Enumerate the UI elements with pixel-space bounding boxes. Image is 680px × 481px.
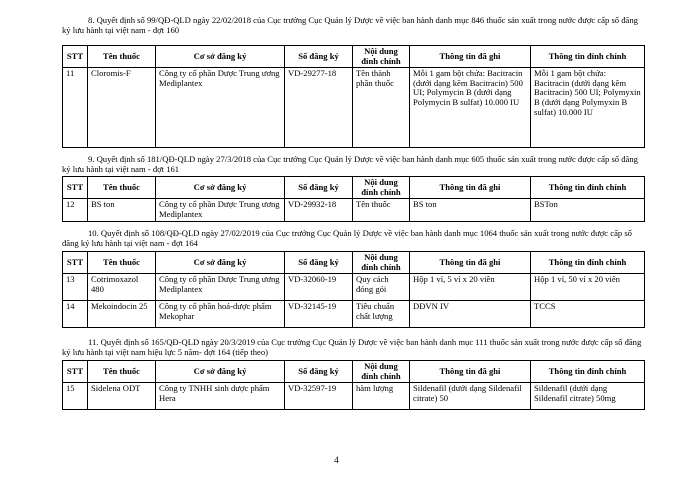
section-9-table [62,176,645,222]
header-ten-thuoc: Tên thuốc [88,361,156,383]
header-da-ghi: Thông tin đã ghi [410,177,531,199]
header-noi-dung: Nội dung đính chính [353,46,410,68]
header-so-dk: Số đăng ký [285,252,353,274]
cell-noi-dung: Tiêu chuẩn chất lượng [353,301,410,328]
cell-ten-thuoc: Cloromis-F [88,68,156,148]
header-noi-dung: Nội dung đính chính [353,177,410,199]
table-row [63,274,645,301]
header-stt: STT [63,361,88,383]
table-row [63,301,645,328]
table-header-row [63,252,645,274]
section-10-table [62,251,645,328]
header-da-ghi: Thông tin đã ghi [410,46,531,68]
cell-ten-thuoc: Cotrimoxazol 480 [88,274,156,301]
header-so-dk: Số đăng ký [285,46,353,68]
cell-ten-thuoc: Sidelena ODT [88,383,156,410]
header-noi-dung: Nội dung đính chính [353,252,410,274]
section-11-heading: 11. Quyết định số 165/QĐ-QLD ngày 20/3/2019 của Cục trưởng Cục Quản lý Dược về việc ban hành danh mục 111 thuốc sản xuất trong nước được cấp số đăng ký lưu hành tại việt nam hiệu lực 5 năm- đợt 164 (tiếp theo) [62,337,642,357]
cell-da-ghi: Hộp 1 vỉ, 5 vỉ x 20 viên [410,274,531,301]
header-dinh-chinh: Thông tin đính chính [531,177,645,199]
cell-dinh-chinh: BSTon [531,199,645,222]
header-co-so: Cơ sở đăng ký [156,177,285,199]
cell-dinh-chinh: TCCS [531,301,645,328]
cell-da-ghi: Mỗi 1 gam bột chứa: Bacitracin (dưới dạng kẽm Bacitracin) 500 UI; Polymycin B (dưới dạng Polymycin B sulfat) 10.000 IU [410,68,531,148]
cell-stt: 15 [63,383,88,410]
header-dinh-chinh: Thông tin đính chính [531,361,645,383]
header-so-dk: Số đăng ký [285,177,353,199]
header-stt: STT [63,252,88,274]
cell-da-ghi: DĐVN IV [410,301,531,328]
cell-noi-dung: hàm lượng [353,383,410,410]
header-co-so: Cơ sở đăng ký [156,361,285,383]
cell-dinh-chinh: Sildenafil (dưới dạng Sildenafil citrate) 50mg [531,383,645,410]
header-ten-thuoc: Tên thuốc [88,46,156,68]
page-number: 4 [334,456,339,466]
cell-co-so: Công ty cổ phần Dược Trung ương Mediplantex [156,199,285,222]
header-stt: STT [63,46,88,68]
header-co-so: Cơ sở đăng ký [156,252,285,274]
header-stt: STT [63,177,88,199]
cell-ten-thuoc: BS ton [88,199,156,222]
section-11-table [62,360,645,410]
header-so-dk: Số đăng ký [285,361,353,383]
cell-da-ghi: Sildenafil (dưới dạng Sildenafil citrate) 50 [410,383,531,410]
table-row [63,68,645,148]
table-header-row [63,177,645,199]
cell-so-dk: VD-32145-19 [285,301,353,328]
header-ten-thuoc: Tên thuốc [88,252,156,274]
cell-noi-dung: Tên thuốc [353,199,410,222]
cell-so-dk: VD-32060-19 [285,274,353,301]
header-dinh-chinh: Thông tin đính chính [531,46,645,68]
table-row [63,199,645,222]
section-8-table [62,45,645,148]
section-10-heading: 10. Quyết định số 108/QĐ-QLD ngày 27/02/2019 của Cục trưởng Cục Quản lý Dược về việc ban hành danh mục 1064 thuốc sản xuất trong nước được cấp số đăng ký lưu hành tại việt nam - đợt 164 [62,228,632,248]
cell-ten-thuoc: Mekoindocin 25 [88,301,156,328]
cell-stt: 12 [63,199,88,222]
cell-stt: 13 [63,274,88,301]
header-co-so: Cơ sở đăng ký [156,46,285,68]
cell-dinh-chinh: Hộp 1 vỉ, 50 vỉ x 20 viên [531,274,645,301]
cell-co-so: Công ty cổ phần hoá-dược phẩm Mekophar [156,301,285,328]
cell-co-so: Công ty cổ phần Dược Trung ương Mediplantex [156,274,285,301]
cell-dinh-chinh: Mỗi 1 gam bột chứa: Bacitracin (dưới dạng kẽm Bacitracin) 500 UI; Polymyxin B (dưới dạng Polymyxin B sulfat) 10.000 IU [531,68,645,148]
cell-co-so: Công ty TNHH sinh dược phẩm Hera [156,383,285,410]
cell-so-dk: VD-29277-18 [285,68,353,148]
table-header-row [63,46,645,68]
cell-da-ghi: BS ton [410,199,531,222]
cell-so-dk: VD-29932-18 [285,199,353,222]
header-da-ghi: Thông tin đã ghi [410,361,531,383]
table-header-row [63,361,645,383]
cell-co-so: Công ty cổ phần Dược Trung ương Mediplantex [156,68,285,148]
cell-noi-dung: Tên thành phần thuốc [353,68,410,148]
table-row [63,383,645,410]
cell-so-dk: VD-32597-19 [285,383,353,410]
header-noi-dung: Nội dung đính chính [353,361,410,383]
section-9-heading: 9. Quyết định số 181/QĐ-QLD ngày 27/3/2018 của Cục trưởng Cục Quản lý Dược về việc ban hành danh mục 605 thuốc sản xuất trong nước được cấp số đăng ký lưu hành tại việt nam - đợt 161 [62,154,638,174]
header-dinh-chinh: Thông tin đính chính [531,252,645,274]
cell-noi-dung: Quy cách đóng gói [353,274,410,301]
header-ten-thuoc: Tên thuốc [88,177,156,199]
section-8-heading: 8. Quyết định số 99/QĐ-QLD ngày 22/02/2018 của Cục trưởng Cục Quản lý Dược về việc ban hành danh mục 846 thuốc sản xuất trong nước được cấp số đăng ký lưu hành tại việt nam - đợt 160 [62,15,638,35]
cell-stt: 14 [63,301,88,328]
cell-stt: 11 [63,68,88,148]
header-da-ghi: Thông tin đã ghi [410,252,531,274]
